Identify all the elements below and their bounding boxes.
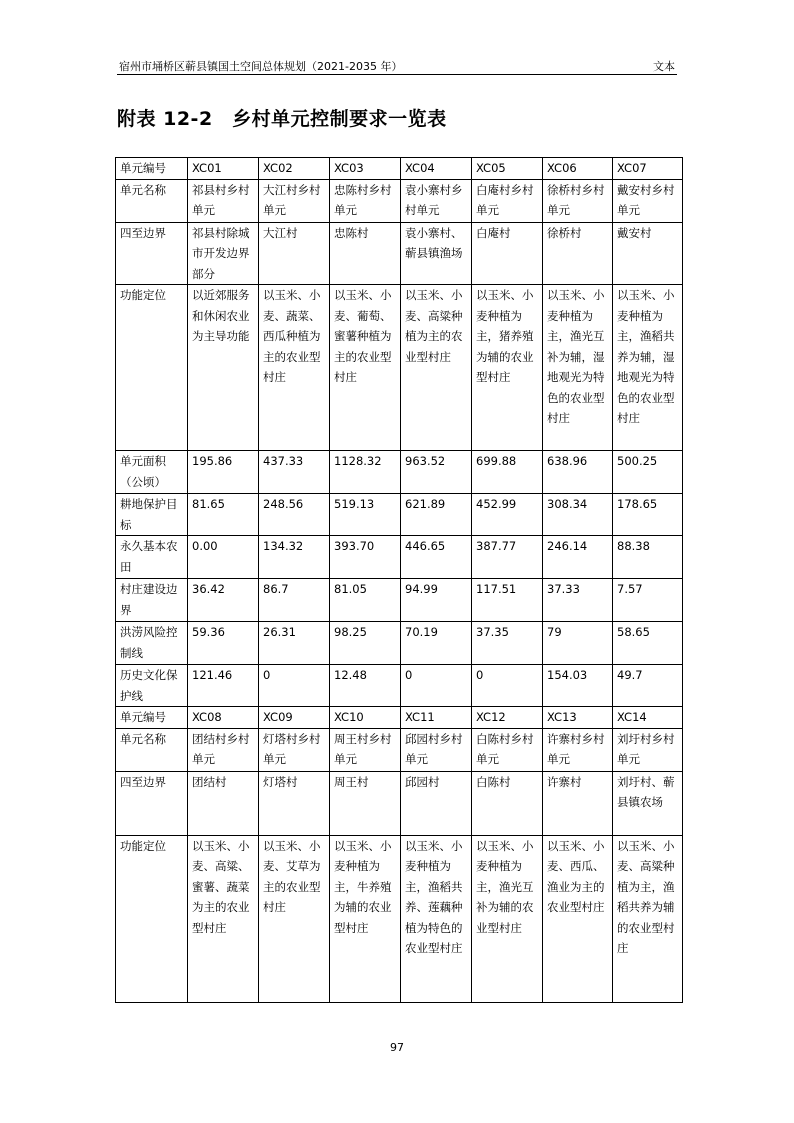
table-cell: 大江村 — [259, 222, 330, 285]
table-cell: 以玉米、小麦、葡萄、蜜薯种植为主的农业型村庄 — [330, 285, 401, 451]
table-cell: 49.7 — [613, 665, 683, 707]
table-cell: 灯塔村 — [259, 771, 330, 835]
table-cell: 团结村乡村单元 — [188, 728, 259, 771]
table-row — [116, 285, 683, 451]
table-cell: 忠陈村 — [330, 222, 401, 285]
table-cell: 大江村乡村单元 — [259, 179, 330, 222]
table-cell: 以玉米、小麦、蔬菜、西瓜种植为主的农业型村庄 — [259, 285, 330, 451]
table-cell: 154.03 — [543, 665, 613, 707]
table-cell: 刘圩村、蕲县镇农场 — [613, 771, 683, 835]
table-cell: XC14 — [613, 707, 683, 729]
rural-unit-control-table — [115, 157, 683, 1003]
table-cell: 以玉米、小麦、高粱种植为主，渔稻共养为辅的农业型村庄 — [613, 835, 683, 1002]
row-label: 洪涝风险控制线 — [116, 622, 188, 665]
table-cell: 98.25 — [330, 622, 401, 665]
table-cell: XC08 — [188, 707, 259, 729]
table-row — [116, 728, 683, 771]
table-row — [116, 579, 683, 622]
table-cell: 699.88 — [472, 451, 543, 494]
table-cell: 以玉米、小麦种植为主，渔光互补为辅的农业型村庄 — [472, 835, 543, 1002]
table-cell: 以玉米、小麦种植为主，牛养殖为辅的农业型村庄 — [330, 835, 401, 1002]
row-label: 单元编号 — [116, 707, 188, 729]
table-cell: 37.33 — [543, 579, 613, 622]
table-cell: 88.38 — [613, 536, 683, 579]
table-row — [116, 536, 683, 579]
table-cell: XC01 — [188, 158, 259, 180]
table-cell: 36.42 — [188, 579, 259, 622]
table-cell: 246.14 — [543, 536, 613, 579]
table-cell: 祁县村除城市开发边界部分 — [188, 222, 259, 285]
table-cell: 81.05 — [330, 579, 401, 622]
table-row — [116, 771, 683, 835]
table-cell: 12.48 — [330, 665, 401, 707]
table-title: 附表 12-2 乡村单元控制要求一览表 — [117, 108, 447, 130]
table-row — [116, 665, 683, 707]
table-cell: 500.25 — [613, 451, 683, 494]
table-cell: 许寨村 — [543, 771, 613, 835]
table-row — [116, 622, 683, 665]
table-cell: 灯塔村乡村单元 — [259, 728, 330, 771]
table-row — [116, 179, 683, 222]
table-cell: XC11 — [401, 707, 472, 729]
table-cell: 徐桥村乡村单元 — [543, 179, 613, 222]
table-row — [116, 835, 683, 1002]
table-cell: 59.36 — [188, 622, 259, 665]
table-cell: 963.52 — [401, 451, 472, 494]
table-cell: XC03 — [330, 158, 401, 180]
table-cell: 26.31 — [259, 622, 330, 665]
table-cell: 刘圩村乡村单元 — [613, 728, 683, 771]
row-label: 单元编号 — [116, 158, 188, 180]
row-label: 耕地保护目标 — [116, 494, 188, 536]
row-label: 单元名称 — [116, 179, 188, 222]
table-row — [116, 707, 683, 729]
table-cell: 308.34 — [543, 494, 613, 536]
table-cell: 7.57 — [613, 579, 683, 622]
table-row — [116, 158, 683, 180]
table-cell: 178.65 — [613, 494, 683, 536]
row-label: 四至边界 — [116, 771, 188, 835]
table-cell: XC02 — [259, 158, 330, 180]
table-cell: XC12 — [472, 707, 543, 729]
table-cell: XC09 — [259, 707, 330, 729]
table-cell: 70.19 — [401, 622, 472, 665]
table-cell: 邱园村 — [401, 771, 472, 835]
table-cell: 452.99 — [472, 494, 543, 536]
table-cell: 周王村 — [330, 771, 401, 835]
table-cell: 81.65 — [188, 494, 259, 536]
table-cell: 以玉米、小麦种植为主，猪养殖为辅的农业型村庄 — [472, 285, 543, 451]
table-cell: 戴安村 — [613, 222, 683, 285]
table-cell: 以玉米、小麦、高粱种植为主的农业型村庄 — [401, 285, 472, 451]
table-cell: 79 — [543, 622, 613, 665]
table-cell: 117.51 — [472, 579, 543, 622]
table-cell: 祁县村乡村单元 — [188, 179, 259, 222]
table-cell: 248.56 — [259, 494, 330, 536]
table-cell: 许寨村乡村单元 — [543, 728, 613, 771]
table-cell: 0.00 — [188, 536, 259, 579]
table-cell: 195.86 — [188, 451, 259, 494]
table-cell: 638.96 — [543, 451, 613, 494]
table-cell: 0 — [472, 665, 543, 707]
table-cell: XC13 — [543, 707, 613, 729]
table-cell: 519.13 — [330, 494, 401, 536]
table-cell: 446.65 — [401, 536, 472, 579]
table-row — [116, 494, 683, 536]
table-cell: 0 — [259, 665, 330, 707]
table-cell: 以玉米、小麦、艾草为主的农业型村庄 — [259, 835, 330, 1002]
table-cell: 58.65 — [613, 622, 683, 665]
table-cell: XC04 — [401, 158, 472, 180]
table-cell: XC07 — [613, 158, 683, 180]
table-cell: 忠陈村乡村单元 — [330, 179, 401, 222]
table-cell: 86.7 — [259, 579, 330, 622]
table-cell: 以玉米、小麦种植为主，渔光互补为辅，湿地观光为特色的农业型村庄 — [543, 285, 613, 451]
table-cell: 周王村乡村单元 — [330, 728, 401, 771]
row-label: 历史文化保护线 — [116, 665, 188, 707]
table-row — [116, 451, 683, 494]
table-cell: 袁小寨村乡村单元 — [401, 179, 472, 222]
header-doc-title: 宿州市埇桥区蕲县镇国土空间总体规划（2021-2035 年） — [119, 60, 403, 73]
row-label: 四至边界 — [116, 222, 188, 285]
table-cell: 以近郊服务和休闲农业为主导功能 — [188, 285, 259, 451]
table-cell: 37.35 — [472, 622, 543, 665]
row-label: 村庄建设边界 — [116, 579, 188, 622]
table-cell: 387.77 — [472, 536, 543, 579]
table-cell: 134.32 — [259, 536, 330, 579]
table-cell: 白陈村 — [472, 771, 543, 835]
table-cell: 121.46 — [188, 665, 259, 707]
table-cell: 徐桥村 — [543, 222, 613, 285]
table-cell: XC05 — [472, 158, 543, 180]
table-cell: 以玉米、小麦种植为主，渔稻共养为辅，湿地观光为特色的农业型村庄 — [613, 285, 683, 451]
table-cell: 1128.32 — [330, 451, 401, 494]
table-cell: 393.70 — [330, 536, 401, 579]
table-row — [116, 222, 683, 285]
row-label: 单元面积（公顷） — [116, 451, 188, 494]
table-cell: 0 — [401, 665, 472, 707]
table-cell: 戴安村乡村单元 — [613, 179, 683, 222]
table-cell: 以玉米、小麦种植为主，渔稻共养、莲藕种植为特色的农业型村庄 — [401, 835, 472, 1002]
table-cell: 白庵村乡村单元 — [472, 179, 543, 222]
table-cell: 以玉米、小麦、高粱、蜜薯、蔬菜为主的农业型村庄 — [188, 835, 259, 1002]
row-label: 功能定位 — [116, 285, 188, 451]
table-cell: XC06 — [543, 158, 613, 180]
page-number: 97 — [390, 1041, 404, 1054]
table-cell: 邱园村乡村单元 — [401, 728, 472, 771]
table-cell: 白陈村乡村单元 — [472, 728, 543, 771]
row-label: 单元名称 — [116, 728, 188, 771]
page-header — [117, 54, 677, 75]
table-cell: 621.89 — [401, 494, 472, 536]
table-cell: 94.99 — [401, 579, 472, 622]
table-cell: 437.33 — [259, 451, 330, 494]
table-cell: 袁小寨村、蕲县镇渔场 — [401, 222, 472, 285]
table-cell: 白庵村 — [472, 222, 543, 285]
table-cell: XC10 — [330, 707, 401, 729]
header-section-label: 文本 — [653, 60, 675, 73]
table-cell: 以玉米、小麦、西瓜、渔业为主的农业型村庄 — [543, 835, 613, 1002]
table-cell: 团结村 — [188, 771, 259, 835]
row-label: 永久基本农田 — [116, 536, 188, 579]
row-label: 功能定位 — [116, 835, 188, 1002]
